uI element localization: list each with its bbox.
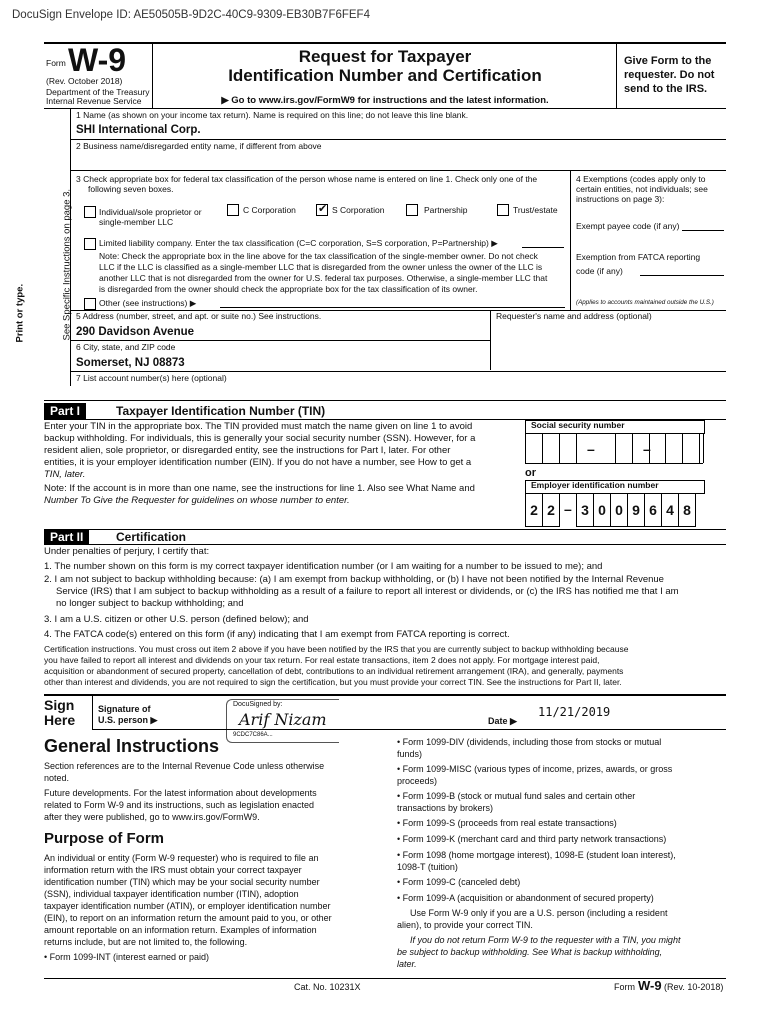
part1-text-1: Enter your TIN in the appropriate box. The TIN provided must match the name given on line 1 to avoid (44, 421, 473, 432)
form-word: Form (46, 58, 66, 68)
cat-number: Cat. No. 10231X (294, 982, 361, 992)
right-6b: 1098-T (tuition) (397, 862, 458, 872)
purpose-2: information return with the IRS must obtain your correct taxpayer (44, 865, 302, 875)
line5-label: 5 Address (number, street, and apt. or suite no.) See instructions. (76, 311, 322, 321)
right-10a: If you do not return Form W-9 to the requester with a TIN, you might (410, 935, 681, 945)
general-s2: noted. (44, 773, 70, 783)
purpose-7: amount reportable on an information return. Examples of information (44, 925, 317, 935)
part1-tag: Part I (44, 403, 86, 419)
ssn-dash-2: – (643, 441, 651, 457)
ssn-label: Social security number (531, 420, 625, 430)
right-4: • Form 1099-S (proceeds from real estate transactions) (397, 818, 617, 828)
docusigned-label: DocuSigned by: (233, 701, 283, 708)
date-label: Date ▶ (488, 716, 517, 726)
line2-label: 2 Business name/disregarded entity name, if different from above (76, 141, 322, 151)
exemptions-2: certain entities, not individuals; see (576, 184, 708, 194)
side-print-type: Print or type. (14, 283, 26, 343)
purpose-5: taxpayer identification number (ATIN), or employer identification number (44, 901, 331, 911)
line2-business-name-field[interactable] (76, 152, 716, 166)
give-form-2: requester. Do not (624, 69, 715, 81)
ein-label: Employer identification number (531, 480, 659, 490)
c-corp-checkbox[interactable] (227, 204, 239, 216)
rev-date: (Rev. October 2018) (46, 76, 123, 86)
fatca-field[interactable] (640, 275, 724, 276)
ein-digit: 3 (576, 493, 594, 527)
ein-digit: 6 (644, 493, 662, 527)
llc-checkbox[interactable] (84, 238, 96, 250)
ein-digit: 2 (525, 493, 543, 527)
future-dev-2: related to Form W-9 and its instructions, such as legislation enacted (44, 800, 314, 810)
purpose-8: returns include, but are not limited to, the following. (44, 937, 248, 947)
purpose-3: identification number (TIN) which may be your social security number (44, 877, 320, 887)
ein-digit: 0 (593, 493, 611, 527)
fatca-label-1: Exemption from FATCA reporting (576, 252, 701, 262)
requester-label: Requester's name and address (optional) (496, 311, 652, 321)
dept: Department of the Treasury (46, 87, 150, 97)
ein-digit: 2 (542, 493, 560, 527)
exemptions-3: instructions on page 3): (576, 194, 665, 204)
cert-item-3: 3. I am a U.S. citizen or other U.S. person (defined below); and (44, 614, 309, 625)
cert-item-1: 1. The number shown on this form is my correct taxpayer identification number (or I am waiting for a number to be issued to me); and (44, 561, 603, 572)
trust-checkbox[interactable] (497, 204, 509, 216)
other-checkbox[interactable] (84, 298, 96, 310)
goto-instructions: ▶ Go to www.irs.gov/FormW9 for instructions and the latest information. (221, 95, 549, 106)
llc-note-2: LLC if the LLC is classified as a single-member LLC that is disregarded from the owner unless the owner of the LLC is (99, 262, 543, 272)
part1-text-3: resident alien, sole proprietor, or disregarded entity, see the instructions for Part I, later. For other (44, 445, 451, 456)
right-3a: • Form 1099-B (stock or mutual fund sales and certain other (397, 791, 636, 801)
cert-instructions-4: other than interest and dividends, you are not required to sign the certification, but you must provide your correct TIN. See the instructions for Part II, later. (44, 677, 622, 687)
cert-item-2c: no longer subject to backup withholding; and (56, 598, 244, 609)
right-2b: proceeds) (397, 776, 438, 786)
cert-instructions-2: you have failed to report all interest and dividends on your tax return. For real estate transactions, item 2 does not apply. For mortgage interest paid, (44, 655, 600, 665)
right-3b: transactions by brokers) (397, 803, 494, 813)
ein-dash: – (564, 501, 572, 517)
ein-digit: 0 (610, 493, 628, 527)
llc-classification-field[interactable] (522, 247, 564, 248)
date-field[interactable]: 11/21/2019 (538, 705, 611, 719)
cert-instructions-3: acquisition or abandonment of secured property, cancellation of debt, contributions to an individual retirement arrangement (IRA), and generally, payments (44, 666, 624, 676)
footer-form-word: Form (614, 982, 635, 992)
irs: Internal Revenue Service (46, 96, 142, 106)
individual-label-1: Individual/sole proprietor or (99, 207, 202, 217)
exempt-payee-field[interactable] (682, 230, 724, 231)
line7-label: 7 List account number(s) here (optional) (76, 373, 227, 383)
signature-label-1: Signature of (98, 704, 151, 714)
line6-label: 6 City, state, and ZIP code (76, 342, 176, 352)
footer-rev: (Rev. 10-2018) (664, 982, 724, 992)
future-dev-1: Future developments. For the latest information about developments (44, 788, 317, 798)
line3-label-1: 3 Check appropriate box for federal tax classification of the person whose name is entered on line 1. Check only one of the (76, 174, 538, 184)
part2-title: Certification (116, 530, 187, 544)
part1-text-5: TIN, later. (44, 469, 86, 480)
right-1a: • Form 1099-DIV (dividends, including those from stocks or mutual (397, 737, 662, 747)
future-dev-3: after they were published, go to www.irs.gov/FormW9. (44, 812, 260, 822)
exempt-payee-label: Exempt payee code (if any) (576, 221, 680, 231)
part1-note-1: Note: If the account is in more than one name, see the instructions for line 1. Also see What Name and (44, 483, 475, 494)
fatca-applies-note: (Applies to accounts maintained outside the U.S.) (576, 299, 714, 306)
ein-digit: 4 (661, 493, 679, 527)
cert-instructions-1: Certification instructions. You must cross out item 2 above if you have been notified by the IRS that you are currently subject to backup withholding because (44, 644, 629, 654)
part2-tag: Part II (44, 529, 89, 545)
envelope-id: DocuSign Envelope ID: AE50505B-9D2C-40C9-9309-EB30B7F6FEF4 (12, 9, 370, 21)
address-field[interactable]: 290 Davidson Avenue (76, 326, 195, 338)
form-number: W-9 (68, 42, 127, 78)
right-2a: • Form 1099-MISC (various types of income, prizes, awards, or gross (397, 764, 673, 774)
signature-label-2: U.S. person ▶ (98, 715, 158, 725)
signature-text: Arif Nizam (239, 710, 327, 729)
purpose-1: An individual or entity (Form W-9 requester) who is required to file an (44, 853, 319, 863)
cert-intro: Under penalties of perjury, I certify that: (44, 546, 210, 557)
general-s1: Section references are to the Internal Revenue Code unless otherwise (44, 761, 325, 771)
title-line2: Identification Number and Certification (228, 66, 542, 85)
title-line1: Request for Taxpayer (298, 47, 472, 66)
city-state-zip-field[interactable]: Somerset, NJ 08873 (76, 357, 185, 369)
ein-digit: 9 (627, 493, 645, 527)
right-10c: later. (397, 959, 417, 969)
s-corp-label: S Corporation (332, 205, 385, 215)
general-instructions-heading: General Instructions (44, 736, 220, 756)
llc-note-3: another LLC that is not disregarded from the owner for U.S. federal tax purposes. Otherwise, a single-member LLC that (99, 273, 548, 283)
signature-id: 9CDC7C86A... (233, 732, 273, 738)
exemptions-1: 4 Exemptions (codes apply only to (576, 174, 706, 184)
other-field[interactable] (220, 307, 565, 308)
individual-label-2: single-member LLC (99, 217, 174, 227)
part1-text-2: backup withholding. For individuals, this is generally your social security number (SSN). However, for a (44, 433, 476, 444)
side-see-instructions: See Specific Instructions on page 3. (61, 188, 73, 341)
fatca-label-2: code (if any) (576, 266, 623, 276)
purpose-6: (EIN), to report on an information return the amount paid to you, or other (44, 913, 332, 923)
give-form-3: send to the IRS. (624, 83, 708, 95)
cert-item-2a: 2. I am not subject to backup withholding because: (a) I am exempt from backup withholding, or (b) I have not been notified by the Internal Revenue (44, 574, 664, 585)
ssn-field[interactable] (525, 433, 703, 463)
right-1b: funds) (397, 749, 423, 759)
right-9a: Use Form W-9 only if you are a U.S. person (including a resident (410, 908, 668, 918)
cert-item-2b: Service (IRS) that I am subject to backup withholding as a result of a failure to report all interest or dividends, or (c) the IRS has notified me that I am (56, 586, 679, 597)
part1-note-2: Number To Give the Requester for guidelines on whose number to enter. (44, 495, 350, 506)
purpose-9: • Form 1099-INT (interest earned or paid) (44, 952, 210, 962)
cert-item-4: 4. The FATCA code(s) entered on this form (if any) indicating that I am exempt from FATCA reporting is correct. (44, 629, 510, 640)
ssn-dash-1: – (587, 441, 595, 457)
here-word: Here (44, 712, 76, 728)
llc-note-4: is disregarded from the owner should check the appropriate box for the tax classification of its owner. (99, 284, 478, 294)
right-8: • Form 1099-A (acquisition or abandonment of secured property) (397, 893, 654, 903)
partnership-label: Partnership (424, 205, 468, 215)
signature-field[interactable] (226, 699, 339, 743)
c-corp-label: C Corporation (243, 205, 296, 215)
part1-title: Taxpayer Identification Number (TIN) (116, 404, 326, 418)
trust-label: Trust/estate (513, 205, 558, 215)
part1-text-4: entities, it is your employer identification number (EIN). If you do not have a number, see How to get a (44, 457, 472, 468)
line3-label-2: following seven boxes. (88, 184, 174, 194)
s-corp-checkbox[interactable] (316, 204, 328, 216)
partnership-checkbox[interactable] (406, 204, 418, 216)
llc-note-1: Note: Check the appropriate box in the line above for the tax classification of the single-member owner. Do not check (99, 251, 538, 261)
give-form-1: Give Form to the (624, 55, 712, 67)
footer-form-number: W-9 (638, 978, 662, 993)
other-label: Other (see instructions) ▶ (99, 298, 197, 308)
purpose-4: (SSN), individual taxpayer identification number (ITIN), adoption (44, 889, 299, 899)
right-6a: • Form 1098 (home mortgage interest), 1098-E (student loan interest), (397, 850, 676, 860)
line1-name-field[interactable]: SHI International Corp. (76, 124, 201, 136)
llc-label: Limited liability company. Enter the tax classification (C=C corporation, S=S corporation, P=Partnership) ▶ (99, 238, 498, 248)
purpose-heading: Purpose of Form (44, 830, 165, 847)
or-label: or (525, 467, 536, 479)
right-9b: alien), to provide your correct TIN. (397, 920, 533, 930)
sign-word: Sign (44, 697, 75, 713)
ein-field[interactable] (525, 493, 705, 527)
line1-label: 1 Name (as shown on your income tax return). Name is required on this line; do not leave this line blank. (76, 110, 469, 120)
right-5: • Form 1099-K (merchant card and third party network transactions) (397, 834, 667, 844)
ein-digit: 8 (678, 493, 696, 527)
right-7: • Form 1099-C (canceled debt) (397, 877, 521, 887)
right-10b: be subject to backup withholding. See What is backup withholding, (397, 947, 663, 957)
individual-checkbox[interactable] (84, 206, 96, 218)
